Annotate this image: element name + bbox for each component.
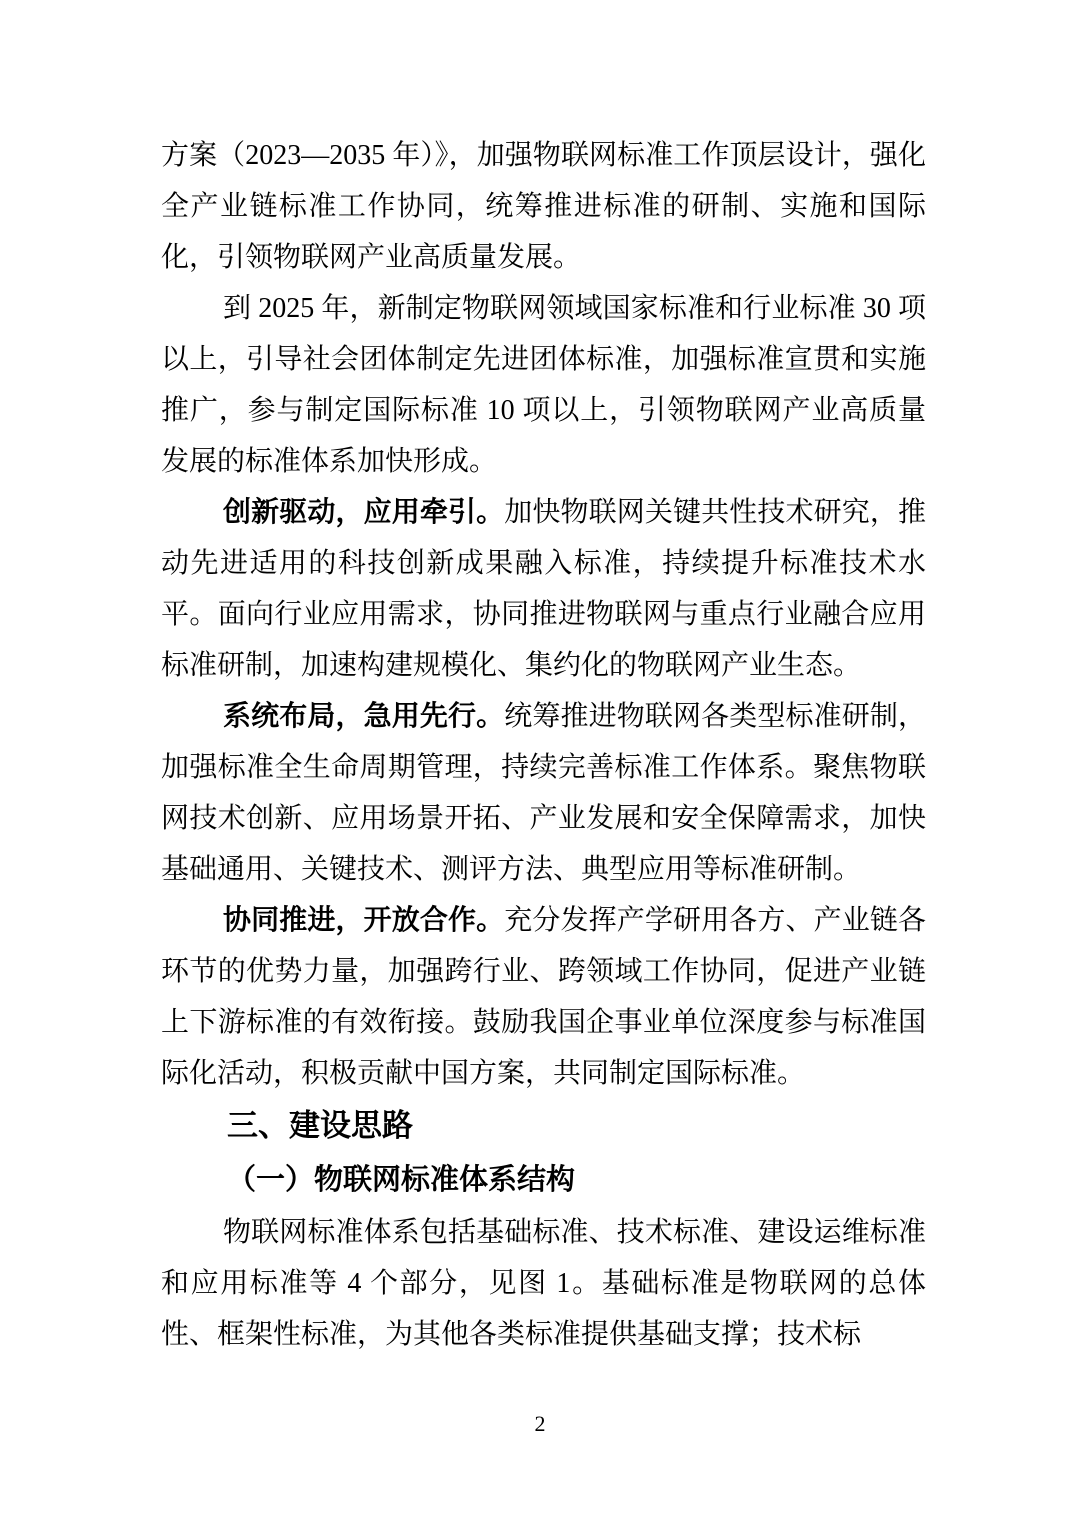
paragraph-lead: 系统布局，急用先行。 xyxy=(223,701,505,732)
paragraph xyxy=(161,487,926,691)
paragraph xyxy=(161,283,926,487)
paragraph-text: 统筹推进物联网各类型标准研制，加强标准全生命周期管理，持续完善标准工作体系。聚焦物联网技术创新、应用场景开拓、产业发展和安全保障需求，加快基础通用、关键技术、测评方法、典型应用等标准研制。 xyxy=(161,701,926,885)
paragraph xyxy=(161,130,926,283)
paragraph-lead: 协同推进，开放合作。 xyxy=(223,905,505,936)
paragraph xyxy=(161,691,926,895)
paragraph-lead: 创新驱动，应用牵引。 xyxy=(223,497,505,528)
document-body xyxy=(161,130,926,1360)
chapter-heading: 三、建设思路 xyxy=(227,1108,413,1143)
paragraph-text: 充分发挥产学研用各方、产业链各环节的优势力量，加强跨行业、跨领域工作协同，促进产业链上下游标准的有效衔接。鼓励我国企事业单位深度参与标准国际化活动，积极贡献中国方案，共同制定国际标准。 xyxy=(161,905,926,1089)
paragraph-text: 加快物联网关键共性技术研究，推动先进适用的科技创新成果融入标准，持续提升标准技术水平。面向行业应用需求，协同推进物联网与重点行业融合应用标准研制，加速构建规模化、集约化的物联网产业生态。 xyxy=(161,497,926,681)
page-number: 2 xyxy=(534,1411,546,1436)
paragraph xyxy=(161,895,926,1099)
paragraph xyxy=(161,1207,926,1360)
paragraph-text: 物联网标准体系包括基础标准、技术标准、建设运维标准和应用标准等 4 个部分，见图 1。基础标准是物联网的总体性、框架性标准，为其他各类标准提供基础支撑；技术标 xyxy=(161,1217,926,1350)
paragraph-text: 到 2025 年，新制定物联网领域国家标准和行业标准 30 项以上，引导社会团体制定先进团体标准，加强标准宣贯和实施推广，参与制定国际标准 10 项以上，引领物联网产业高质量发展的标准体系加快形成。 xyxy=(161,293,926,477)
section-heading: （一）物联网标准体系结构 xyxy=(227,1164,576,1196)
paragraph-text: 方案（2023—2035 年）》，加强物联网标准工作顶层设计，强化全产业链标准工作协同，统筹推进标准的研制、实施和国际化，引领物联网产业高质量发展。 xyxy=(161,140,926,273)
